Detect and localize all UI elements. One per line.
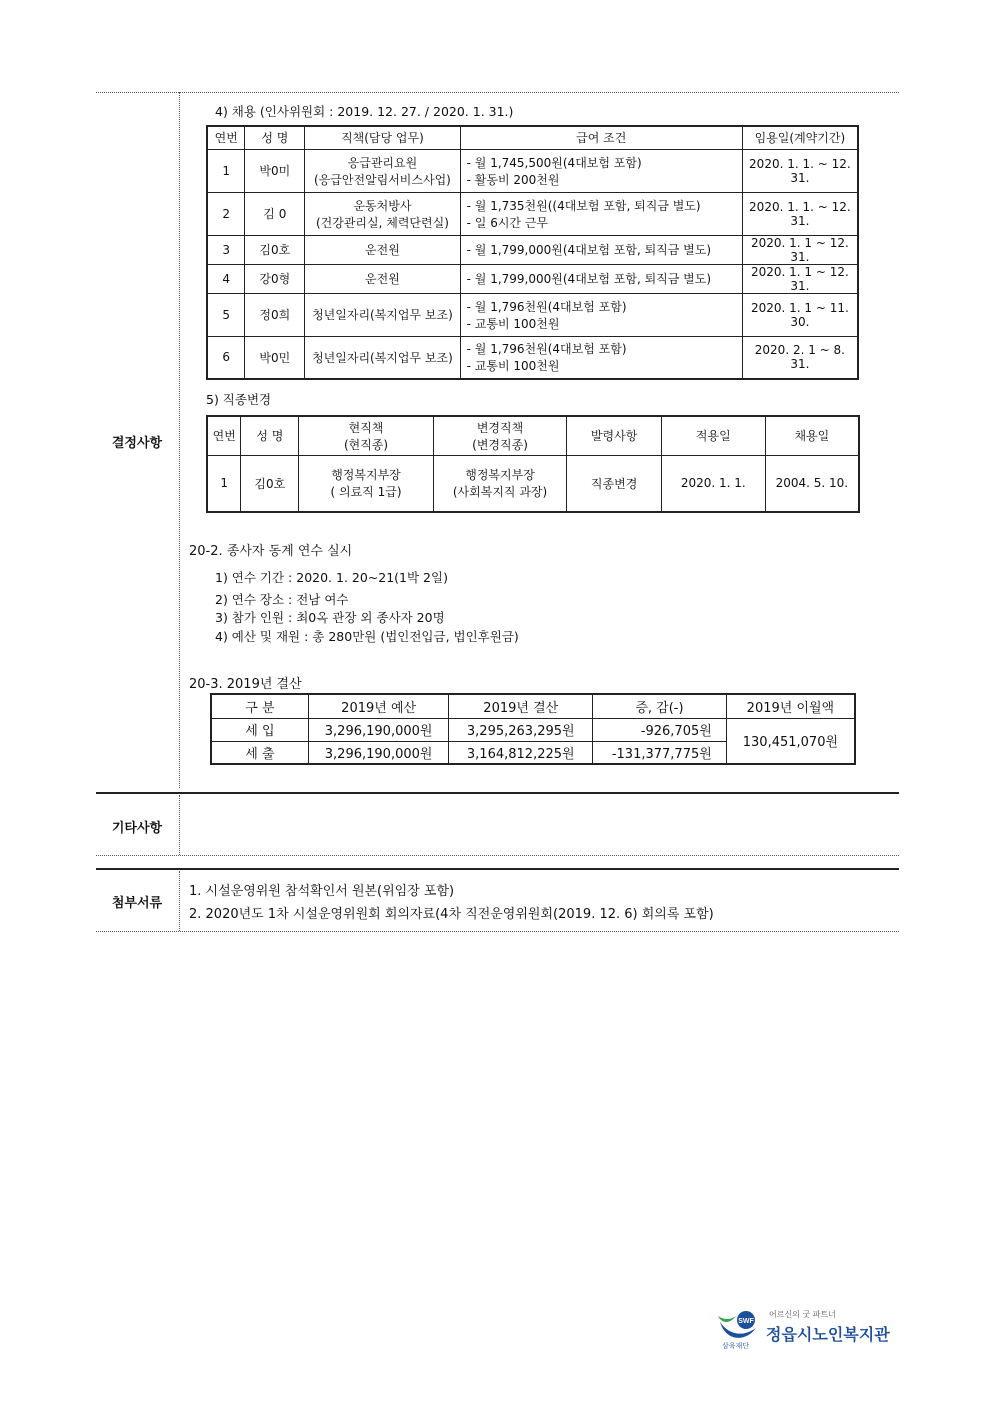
list-item: 1) 연수 기간 : 2020. 1. 20~21(1박 2일) xyxy=(215,570,448,585)
label-attachments: 첨부서류 xyxy=(111,896,163,911)
cell-role xyxy=(305,192,460,235)
table-row xyxy=(211,718,855,741)
cell-pay xyxy=(460,336,742,379)
hiring-title: 4) 채용 (인사위원회 : 2019. 12. 27. / 2020. 1. 31.) xyxy=(215,104,514,119)
cell-date: 2020. 2. 1 ~ 8. 31. xyxy=(742,336,858,379)
cell-hire: 2004. 5. 10. xyxy=(765,455,859,512)
header-carryover: 2019년 이월액 xyxy=(726,694,855,718)
hiring-header-date: 임용일(계약기간) xyxy=(742,126,858,149)
label-divider-other xyxy=(179,795,180,855)
cell-result: 3,164,812,225원 xyxy=(449,741,593,764)
attachment-item: 2. 2020년도 1차 시설운영위원회 회의자료(4차 직전운영위원회(2019. 12. 6) 회의록 포함) xyxy=(189,907,714,922)
pay-line: - 교통비 100천원 xyxy=(466,316,560,331)
table-row xyxy=(207,235,858,264)
pay-line: - 월 1,796천원(4대보험 포함) xyxy=(466,342,627,357)
hiring-header-role: 직책(담당 업무) xyxy=(305,126,460,149)
cell-pay xyxy=(460,192,742,235)
pay-line: - 월 1,745,500원(4대보험 포함) xyxy=(466,155,642,170)
pay-line: - 교통비 100천원 xyxy=(466,359,560,374)
cell-no: 5 xyxy=(207,293,245,336)
header-category: 구 분 xyxy=(211,694,308,718)
cell-order: 직종변경 xyxy=(567,455,662,512)
header-apply: 적용일 xyxy=(661,416,765,455)
cell-no: 1 xyxy=(207,455,241,512)
section-rule-other xyxy=(96,792,899,794)
logo-name: 정읍시노인복지관 xyxy=(766,1325,890,1344)
header-line: (현직종) xyxy=(343,437,389,452)
cell-diff: -926,705원 xyxy=(593,718,727,741)
header-current xyxy=(299,416,434,455)
cell-pay xyxy=(460,149,742,192)
table-row xyxy=(207,192,858,235)
cell-name: 박0민 xyxy=(245,336,305,379)
logo-tagline: 어르신의 굿 파트너 xyxy=(769,1310,836,1319)
list-item: 3) 참가 인원 : 최0옥 관장 외 종사자 20명 xyxy=(215,610,445,625)
cell-date: 2020. 1. 1 ~ 12. 31. xyxy=(742,235,858,264)
label-divider-attachments xyxy=(179,871,180,931)
pay-line: - 일 6시간 근무 xyxy=(466,215,549,230)
cell-date: 2020. 1. 1. ~ 12. 31. xyxy=(742,192,858,235)
role-line: (응급안전알림서비스사업) xyxy=(313,172,451,187)
organization-logo xyxy=(716,1308,906,1352)
header-no: 연번 xyxy=(207,416,241,455)
settlement-header-row xyxy=(211,694,855,718)
rule-other-bottom xyxy=(96,855,899,856)
label-decision: 결정사항 xyxy=(111,436,163,451)
cell-carryover: 130,451,070원 xyxy=(726,718,855,764)
role-line: 운동처방사 xyxy=(353,198,412,213)
cell-category: 세 출 xyxy=(211,741,308,764)
cell-no: 1 xyxy=(207,149,245,192)
table-row xyxy=(207,293,858,336)
hiring-header-name: 성 명 xyxy=(245,126,305,149)
cell-role xyxy=(305,149,460,192)
settlement-title: 20-3. 2019년 결산 xyxy=(189,677,302,692)
hiring-header-pay: 급여 조건 xyxy=(460,126,742,149)
cell-line: ( 의료직 1급) xyxy=(330,485,402,500)
cell-no: 2 xyxy=(207,192,245,235)
header-name: 성 명 xyxy=(241,416,299,455)
cell-date: 2020. 1. 1 ~ 11. 30. xyxy=(742,293,858,336)
cell-result: 3,295,263,295원 xyxy=(449,718,593,741)
cell-role: 청년일자리(복지업무 보조) xyxy=(305,293,460,336)
cell-budget: 3,296,190,000원 xyxy=(308,741,449,764)
role-line: (건강관리실, 체력단련실) xyxy=(315,215,449,230)
header-changed xyxy=(433,416,567,455)
cell-no: 3 xyxy=(207,235,245,264)
table-row xyxy=(207,149,858,192)
cell-name: 박0미 xyxy=(245,149,305,192)
cell-pay: - 월 1,799,000원(4대보험 포함, 퇴직금 별도) xyxy=(460,235,742,264)
label-divider-decision xyxy=(179,92,180,788)
cell-name: 김 0 xyxy=(245,192,305,235)
cell-no: 6 xyxy=(207,336,245,379)
section-rule-attachments xyxy=(96,868,899,870)
header-line: 현직책 xyxy=(348,420,384,435)
cell-budget: 3,296,190,000원 xyxy=(308,718,449,741)
training-title: 20-2. 종사자 동계 연수 실시 xyxy=(189,544,353,559)
top-rule xyxy=(96,92,899,93)
job-change-title: 5) 직종변경 xyxy=(206,392,272,407)
cell-date: 2020. 1. 1. ~ 12. 31. xyxy=(742,149,858,192)
rule-attachments-bottom xyxy=(96,931,899,932)
label-other: 기타사항 xyxy=(111,821,163,836)
header-hire: 채용일 xyxy=(765,416,859,455)
list-item: 2) 연수 장소 : 전남 여수 xyxy=(215,592,349,607)
settlement-table xyxy=(210,693,856,765)
job-change-header-row xyxy=(207,416,859,455)
pay-line: - 활동비 200천원 xyxy=(466,172,560,187)
job-change-table xyxy=(206,415,860,513)
cell-no: 4 xyxy=(207,264,245,293)
logo-badge-text: SWF xyxy=(738,1318,754,1325)
cell-apply: 2020. 1. 1. xyxy=(661,455,765,512)
cell-name: 김0호 xyxy=(241,455,299,512)
header-order: 발령사항 xyxy=(567,416,662,455)
cell-name: 김0호 xyxy=(245,235,305,264)
header-budget: 2019년 예산 xyxy=(308,694,449,718)
table-row xyxy=(207,336,858,379)
cell-changed xyxy=(433,455,567,512)
hiring-header-row xyxy=(207,126,858,149)
cell-line: (사회복지직 과장) xyxy=(452,485,548,500)
hiring-table xyxy=(206,125,859,380)
header-result: 2019년 결산 xyxy=(449,694,593,718)
header-line: (변경직종) xyxy=(472,437,528,452)
cell-name: 강0형 xyxy=(245,264,305,293)
cell-role: 운전원 xyxy=(305,235,460,264)
cell-date: 2020. 1. 1 ~ 12. 31. xyxy=(742,264,858,293)
cell-diff: -131,377,775원 xyxy=(593,741,727,764)
cell-role: 청년일자리(복지업무 보조) xyxy=(305,336,460,379)
role-line: 응급관리요원 xyxy=(347,155,418,170)
pay-line: - 월 1,796천원(4대보험 포함) xyxy=(466,299,627,314)
logo-foundation: 삼육재단 xyxy=(722,1342,750,1350)
header-diff: 증, 감(-) xyxy=(593,694,727,718)
cell-line: 행정복지부장 xyxy=(465,468,535,483)
pay-line: - 월 1,735천원((4대보험 포함, 퇴직금 별도) xyxy=(466,198,701,213)
cell-current xyxy=(299,455,434,512)
list-item: 4) 예산 및 재원 : 총 280만원 (법인전입금, 법인후원금) xyxy=(215,629,519,644)
cell-pay xyxy=(460,293,742,336)
table-row xyxy=(207,264,858,293)
hiring-header-no: 연번 xyxy=(207,126,245,149)
cell-role: 운전원 xyxy=(305,264,460,293)
cell-line: 행정복지부장 xyxy=(331,468,401,483)
header-line: 변경직책 xyxy=(476,420,524,435)
cell-name: 정0희 xyxy=(245,293,305,336)
cell-category: 세 입 xyxy=(211,718,308,741)
cell-pay: - 월 1,799,000원(4대보험 포함, 퇴직금 별도) xyxy=(460,264,742,293)
attachment-item: 1. 시설운영위원 참석확인서 원본(위임장 포함) xyxy=(189,884,455,899)
table-row xyxy=(207,455,859,512)
